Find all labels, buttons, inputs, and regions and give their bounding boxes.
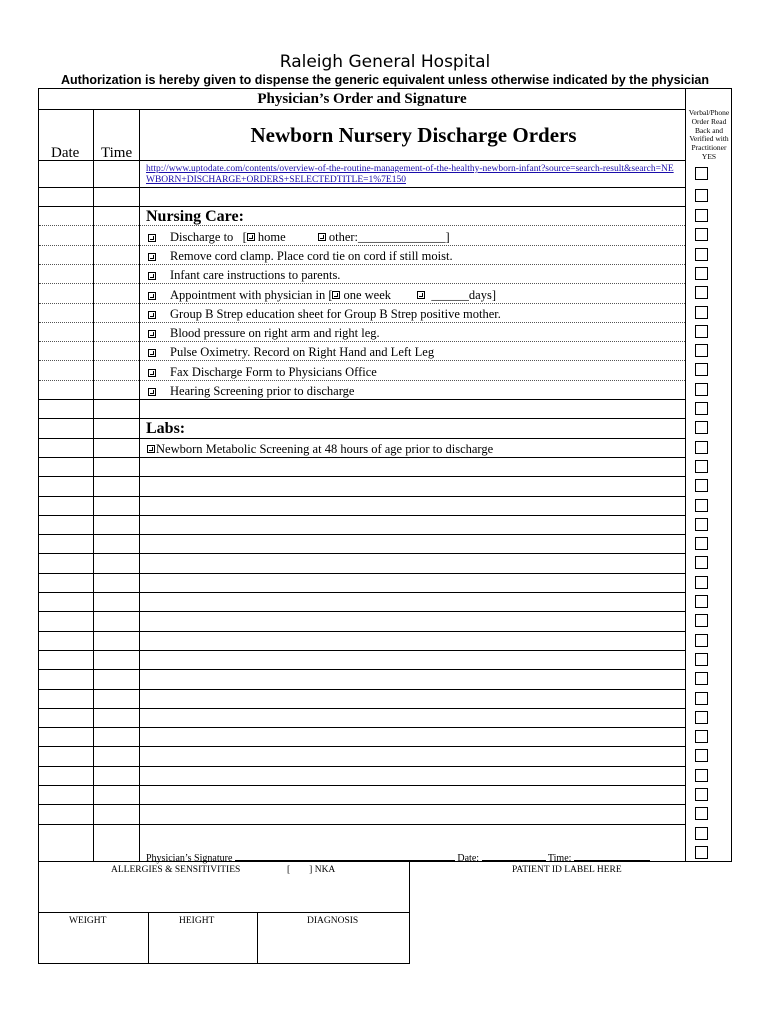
date-column-divider	[93, 109, 94, 862]
row-line	[39, 303, 685, 304]
height-label: HEIGHT	[179, 916, 215, 926]
time-column-divider	[139, 109, 140, 862]
checkbox-icon[interactable]	[148, 330, 156, 338]
verified-checkbox[interactable]	[695, 556, 708, 569]
header-divider	[39, 109, 685, 110]
verified-checkbox[interactable]	[695, 692, 708, 705]
checkbox-icon[interactable]	[148, 272, 156, 280]
verified-checkbox[interactable]	[695, 634, 708, 647]
verified-checkbox[interactable]	[695, 614, 708, 627]
row-line	[39, 785, 685, 786]
verified-checkbox[interactable]	[695, 441, 708, 454]
order-text: Group B Strep education sheet for Group B Strep positive mother.	[170, 307, 501, 321]
row-line	[39, 399, 685, 400]
reference-link[interactable]: http://www.uptodate.com/contents/overview-of-the-routine-management-of-the-healthy-newborn-infant?source=search-result&search=NEWBORN+DISCHARGE+ORDERS+SELECTEDTITLE=1%7E150	[146, 164, 674, 185]
verified-checkbox[interactable]	[695, 479, 708, 492]
row-line	[39, 824, 685, 825]
checkbox-icon[interactable]	[148, 388, 156, 396]
checkbox-icon[interactable]	[148, 369, 156, 377]
nka-checkbox[interactable]: [ ] NKA	[287, 865, 336, 875]
row-line	[39, 206, 685, 207]
time-column-header: Time	[101, 145, 133, 161]
order-metabolic-screening	[145, 442, 493, 457]
verified-checkbox[interactable]	[695, 653, 708, 666]
time-field[interactable]	[574, 851, 650, 861]
verbal-header-line: Verbal/Phone	[688, 108, 730, 117]
divider	[39, 912, 409, 913]
home-checkbox-icon[interactable]	[247, 233, 255, 241]
patient-id-label-area: PATIENT ID LABEL HERE	[512, 865, 622, 875]
row-line	[39, 631, 685, 632]
verified-checkbox[interactable]	[695, 518, 708, 531]
days-checkbox-icon[interactable]	[417, 291, 425, 299]
row-line	[39, 804, 685, 805]
row-line	[39, 360, 685, 361]
verified-checkbox[interactable]	[695, 807, 708, 820]
row-line	[39, 553, 685, 554]
days-option: ______days]	[431, 288, 496, 302]
verified-checkbox[interactable]	[695, 537, 708, 550]
checkbox-icon[interactable]	[148, 311, 156, 319]
row-line	[39, 187, 685, 188]
row-line	[39, 669, 685, 670]
row-line	[39, 160, 685, 161]
row-line	[39, 457, 685, 458]
patient-info-box	[38, 861, 410, 964]
row-line	[39, 225, 685, 226]
divider	[148, 912, 149, 963]
row-line	[39, 322, 685, 323]
verbal-column-divider	[685, 89, 686, 862]
verified-checkbox[interactable]	[695, 421, 708, 434]
row-line	[39, 438, 685, 439]
verified-checkbox[interactable]	[695, 846, 708, 859]
verified-checkbox[interactable]	[695, 325, 708, 338]
row-line	[39, 746, 685, 747]
row-line	[39, 245, 685, 246]
row-line	[39, 476, 685, 477]
verified-checkbox[interactable]	[695, 827, 708, 840]
row-line	[39, 650, 685, 651]
order-text: Newborn Metabolic Screening at 48 hours of age prior to discharge	[156, 442, 494, 456]
verified-checkbox[interactable]	[695, 576, 708, 589]
row-line	[39, 341, 685, 342]
signature-label: Physician’s Signature	[146, 853, 233, 864]
verbal-header-line: Order Read	[691, 116, 727, 126]
verified-checkbox[interactable]	[695, 286, 708, 299]
row-line	[39, 283, 685, 284]
verified-checkbox[interactable]	[695, 167, 708, 180]
allergies-label: ALLERGIES & SENSITIVITIES	[111, 865, 241, 875]
row-line	[39, 689, 685, 690]
row-line	[39, 727, 685, 728]
checkbox-icon[interactable]	[148, 292, 156, 300]
verified-checkbox[interactable]	[695, 267, 708, 280]
authorization-note: Authorization is hereby given to dispense the generic equivalent unless otherwise indicated by the physician	[60, 73, 710, 87]
order-text: Hearing Screening prior to discharge	[170, 384, 355, 398]
checkbox-icon[interactable]	[148, 253, 156, 261]
date-label: Date:	[457, 853, 480, 864]
verified-checkbox[interactable]	[695, 595, 708, 608]
orders-form	[38, 88, 732, 862]
verified-checkbox[interactable]	[695, 209, 708, 222]
verified-checkbox[interactable]	[695, 672, 708, 685]
verified-checkbox[interactable]	[695, 189, 708, 202]
verbal-header-line: Back and	[694, 125, 724, 135]
row-line	[39, 515, 685, 516]
verified-checkbox[interactable]	[695, 383, 708, 396]
row-line	[39, 496, 685, 497]
verified-checkbox[interactable]	[695, 248, 708, 261]
weight-label: WEIGHT	[69, 916, 107, 926]
verbal-order-column-header	[685, 109, 733, 162]
other-option: other:______________]	[328, 230, 450, 244]
checkbox-icon[interactable]	[148, 234, 156, 242]
hospital-name: Raleigh General Hospital	[279, 52, 491, 72]
home-option: home	[257, 230, 286, 244]
verified-checkbox[interactable]	[695, 711, 708, 724]
verified-checkbox[interactable]	[695, 228, 708, 241]
verbal-header-line: Verified with	[689, 134, 729, 144]
verified-checkbox[interactable]	[695, 402, 708, 415]
row-line	[39, 264, 685, 265]
labs-heading: Labs:	[146, 420, 186, 437]
row-line	[39, 708, 685, 709]
diagnosis-label: DIAGNOSIS	[307, 916, 359, 926]
row-line	[39, 534, 685, 535]
verified-checkbox[interactable]	[695, 499, 708, 512]
time-label: Time:	[547, 853, 572, 864]
other-checkbox-icon[interactable]	[318, 233, 326, 241]
row-line	[39, 611, 685, 612]
verified-checkbox[interactable]	[695, 460, 708, 473]
verified-checkbox[interactable]	[695, 749, 708, 762]
one-week-option: one week	[343, 288, 392, 302]
row-line	[39, 573, 685, 574]
row-line	[39, 380, 685, 381]
order-text: Infant care instructions to parents.	[170, 268, 341, 282]
order-text: Pulse Oximetry. Record on Right Hand and Left Leg	[170, 345, 435, 359]
bracket-text: [	[242, 230, 247, 244]
order-text: Remove cord clamp. Place cord tie on cord if still moist.	[170, 249, 453, 263]
nursing-care-heading: Nursing Care:	[146, 208, 244, 225]
order-text: Discharge to	[170, 230, 234, 244]
verbal-header-line: Practitioner	[691, 143, 727, 153]
verified-checkbox[interactable]	[695, 363, 708, 376]
row-line	[39, 766, 685, 767]
order-text: Fax Discharge Form to Physicians Office	[170, 365, 377, 379]
verified-checkbox[interactable]	[695, 788, 708, 801]
date-column-header: Date	[51, 145, 80, 161]
verified-checkbox[interactable]	[695, 769, 708, 782]
checkbox-icon[interactable]	[147, 445, 155, 453]
one-week-checkbox-icon[interactable]	[332, 291, 340, 299]
document-title: Newborn Nursery Discharge Orders	[250, 123, 577, 147]
verified-checkbox[interactable]	[695, 344, 708, 357]
checkbox-icon[interactable]	[148, 349, 156, 357]
verified-checkbox[interactable]	[695, 306, 708, 319]
row-line	[39, 418, 685, 419]
verbal-header-line: YES	[701, 151, 717, 161]
verified-checkbox[interactable]	[695, 730, 708, 743]
signature-field[interactable]	[235, 851, 455, 861]
order-text: Appointment with physician in [	[170, 288, 333, 302]
divider	[257, 912, 258, 963]
section-title: Physician’s Order and Signature	[257, 91, 467, 107]
date-field[interactable]	[482, 851, 546, 861]
order-text: Blood pressure on right arm and right leg.	[170, 326, 380, 340]
row-line	[39, 592, 685, 593]
